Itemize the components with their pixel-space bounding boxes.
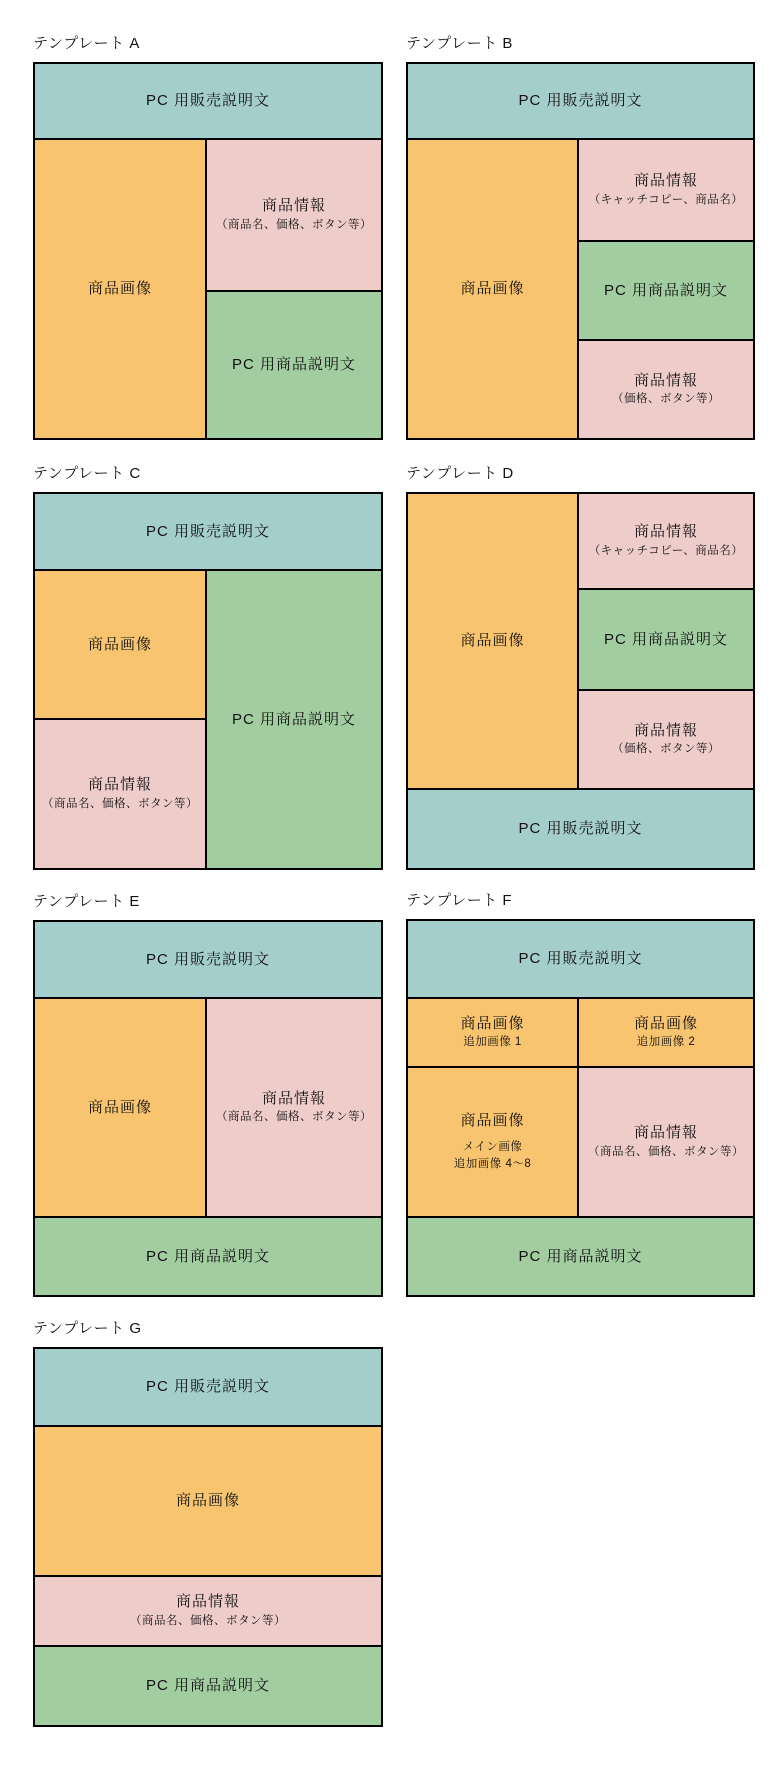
pc-product-description-block <box>577 588 755 691</box>
product-info-block <box>577 138 755 242</box>
block-label: PC 用販売説明文 <box>518 950 643 968</box>
pc-product-description-block <box>205 290 383 440</box>
block-sublabel: （商品名、価格、ボタン等） <box>216 1111 372 1124</box>
pc-product-description-block <box>577 240 755 341</box>
product-image-block <box>33 138 207 440</box>
product-info-block <box>577 1066 755 1218</box>
pc-sales-copy-block <box>406 62 755 140</box>
block-label: 商品画像 <box>460 280 525 298</box>
block-sublabel: （商品名、価格、ボタン等） <box>42 797 198 810</box>
product-info-block <box>33 718 207 870</box>
product-info-block <box>577 689 755 790</box>
product-image-block <box>406 1066 579 1218</box>
block-label: 商品情報 <box>175 1593 240 1611</box>
block-label: PC 用商品説明文 <box>145 1247 270 1265</box>
pc-sales-copy-block <box>33 492 383 571</box>
product-info-block <box>577 492 755 590</box>
block-label: 商品情報 <box>87 776 152 794</box>
product-image-block <box>33 997 207 1218</box>
block-sublabel: （キャッチコピー、商品名） <box>588 544 744 557</box>
block-label: 商品情報 <box>261 197 326 215</box>
product-image-block <box>406 138 579 440</box>
block-sublabel: （キャッチコピー、商品名） <box>588 193 744 206</box>
product-info-block <box>205 138 383 292</box>
product-image-block <box>577 997 755 1068</box>
pc-sales-copy-block <box>33 62 383 140</box>
block-label: 商品画像 <box>87 635 152 653</box>
template-title: テンプレート G <box>33 1320 142 1337</box>
block-label: PC 用販売説明文 <box>518 92 643 110</box>
block-label: PC 用商品説明文 <box>231 710 356 728</box>
block-label: PC 用商品説明文 <box>231 356 356 374</box>
pc-product-description-block <box>33 1645 383 1727</box>
template-title: テンプレート E <box>33 893 140 910</box>
pc-sales-copy-block <box>406 919 755 999</box>
block-sublabel: （価格、ボタン等） <box>612 743 720 756</box>
product-image-block <box>406 492 579 790</box>
product-info-block <box>577 339 755 440</box>
block-label: 商品画像 <box>175 1492 240 1510</box>
block-label: 商品情報 <box>261 1089 326 1107</box>
block-label: 商品画像 <box>460 1014 525 1032</box>
product-image-block <box>406 997 579 1068</box>
block-sublabel: 追加画像 4～8 <box>453 1158 532 1171</box>
block-label: PC 用販売説明文 <box>145 950 270 968</box>
block-sublabel: （商品名、価格、ボタン等） <box>588 1145 744 1158</box>
template-title: テンプレート B <box>406 35 513 52</box>
block-label: 商品情報 <box>633 172 698 190</box>
template-title: テンプレート F <box>406 892 512 909</box>
block-label: PC 用商品説明文 <box>603 281 728 299</box>
block-label: PC 用販売説明文 <box>145 1378 270 1396</box>
block-label: 商品画像 <box>87 1098 152 1116</box>
product-info-block <box>33 1575 383 1647</box>
block-label: 商品画像 <box>87 280 152 298</box>
block-sublabel: （価格、ボタン等） <box>612 393 720 406</box>
pc-sales-copy-block <box>406 788 755 870</box>
template-title: テンプレート C <box>33 465 141 482</box>
block-label: PC 用商品説明文 <box>518 1247 643 1265</box>
block-label: 商品情報 <box>633 371 698 389</box>
pc-product-description-block <box>33 1216 383 1297</box>
block-label: 商品情報 <box>633 523 698 541</box>
pc-product-description-block <box>205 569 383 870</box>
block-label: 商品画像 <box>460 632 525 650</box>
block-label: 商品情報 <box>633 721 698 739</box>
block-label: 商品画像 <box>633 1014 698 1032</box>
block-label: PC 用商品説明文 <box>603 630 728 648</box>
block-sublabel: メイン画像 <box>462 1140 523 1153</box>
block-label: PC 用商品説明文 <box>145 1677 270 1695</box>
product-image-block <box>33 1425 383 1577</box>
block-label: PC 用販売説明文 <box>145 92 270 110</box>
pc-sales-copy-block <box>33 920 383 999</box>
product-image-block <box>33 569 207 720</box>
block-sublabel: 追加画像 1 <box>463 1036 522 1049</box>
block-label: PC 用販売説明文 <box>145 522 270 540</box>
template-title: テンプレート A <box>33 35 140 52</box>
block-sublabel: （商品名、価格、ボタン等） <box>216 218 372 231</box>
product-info-block <box>205 997 383 1218</box>
block-label: PC 用販売説明文 <box>518 820 643 838</box>
block-label: 商品情報 <box>633 1124 698 1142</box>
block-sublabel: 追加画像 2 <box>636 1036 696 1049</box>
pc-sales-copy-block <box>33 1347 383 1427</box>
block-label: 商品画像 <box>460 1112 525 1130</box>
template-title: テンプレート D <box>406 465 514 482</box>
block-sublabel: （商品名、価格、ボタン等） <box>130 1614 286 1627</box>
pc-product-description-block <box>406 1216 755 1297</box>
